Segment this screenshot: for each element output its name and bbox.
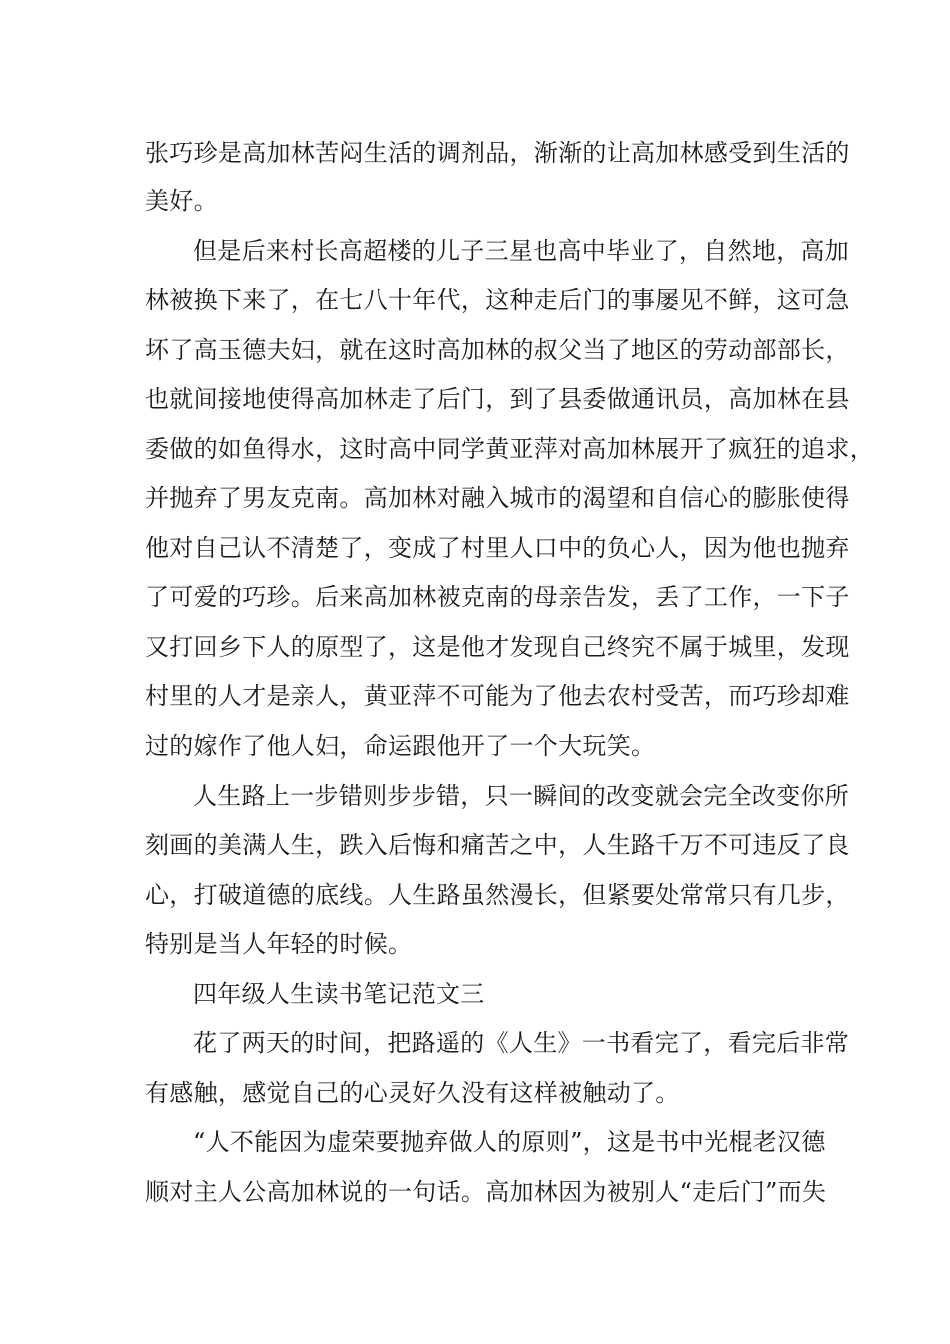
text-line: 坏了高玉德夫妇，就在这时高加林的叔父当了地区的劳动部部长， (145, 336, 850, 364)
text-line: 了可爱的巧珍。后来高加林被克南的母亲告发，丢了工作，一下子 (145, 583, 850, 611)
paragraph-first-line: 花了两天的时间，把路遥的《人生》一书看完了，看完后非常 (193, 1029, 850, 1057)
text-line: 刻画的美满人生，跌入后悔和痛苦之中，人生路千万不可违反了良 (145, 831, 850, 859)
text-line: 张巧珍是高加林苦闷生活的调剂品，渐渐的让高加林感受到生活的 (145, 139, 850, 167)
text-line: 他对自己认不清楚了，变成了村里人口中的负心人，因为他也抛弃 (145, 534, 850, 562)
text-line: 顺对主人公高加林说的一句话。高加林因为被别人“走后门”而失 (145, 1178, 827, 1206)
text-line: 有感触，感觉自己的心灵好久没有这样被触动了。 (145, 1079, 680, 1107)
text-line: 林被换下来了，在七八十年代，这种走后门的事屡见不鲜，这可急 (145, 286, 850, 314)
paragraph-first-line: 人生路上一步错则步步错，只一瞬间的改变就会完全改变你所 (193, 782, 850, 810)
text-line: 村里的人才是亲人，黄亚萍不可能为了他去农村受苦，而巧珍却难 (145, 682, 850, 710)
text-line: 并抛弃了男友克南。高加林对融入城市的渴望和自信心的膨胀使得 (145, 484, 850, 512)
text-line: 过的嫁作了他人妇，命运跟他开了一个大玩笑。 (145, 732, 656, 760)
paragraph-first-line: 但是后来村长高超楼的儿子三星也高中毕业了，自然地，高加 (193, 237, 850, 265)
text-line: 美好。 (145, 187, 218, 215)
text-line: 特别是当人年轻的时候。 (145, 930, 413, 958)
section-heading: 四年级人生读书笔记范文三 (193, 980, 485, 1008)
text-line: 也就间接地使得高加林走了后门，到了县委做通讯员，高加林在县 (145, 385, 850, 413)
text-line: 又打回乡下人的原型了，这是他才发现自己终究不属于城里，发现 (145, 633, 850, 661)
text-line: 心，打破道德的底线。人生路虽然漫长，但紧要处常常只有几步， (145, 881, 850, 909)
text-line: 委做的如鱼得水，这时高中同学黄亚萍对高加林展开了疯狂的追求， (145, 435, 874, 463)
paragraph-first-line: “人不能因为虚荣要抛弃做人的原则”，这是书中光棍老汉德 (193, 1128, 826, 1156)
